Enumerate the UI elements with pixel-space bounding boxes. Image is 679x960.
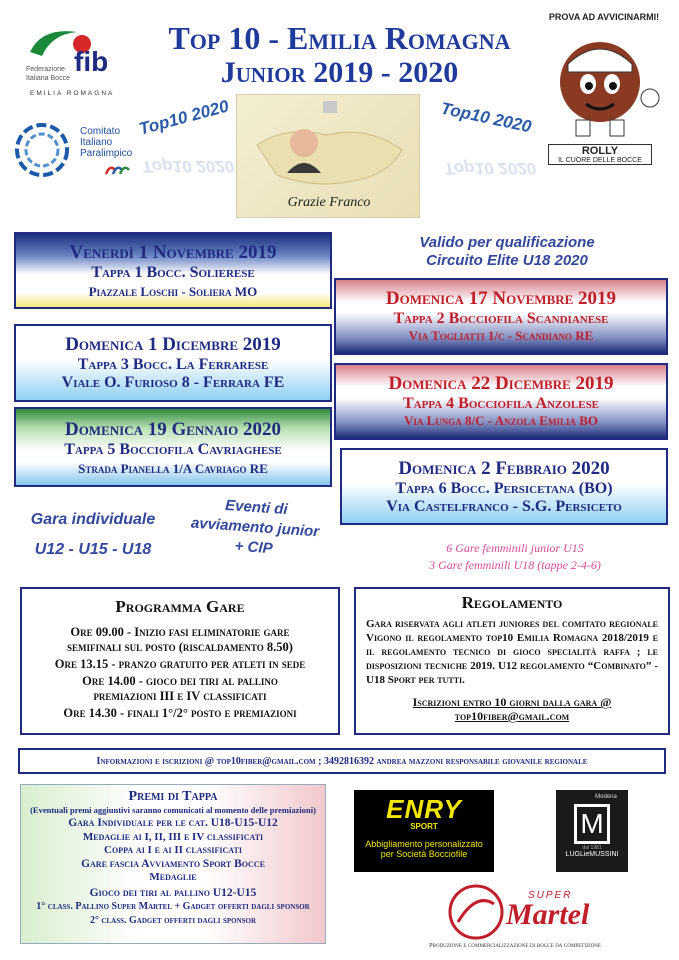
premi-line: Gare fascia Avviamento Sport Bocce <box>81 857 265 870</box>
cip-line1: Comitato <box>80 126 121 137</box>
fib-line1: Federazione <box>26 66 65 73</box>
martel-tagline: Produzione e commercializzazione di bocce da competizione <box>429 942 601 949</box>
femminili-line1: 6 Gare femminili junior U15 <box>446 541 584 555</box>
qualification-note <box>352 234 662 270</box>
title-line2: Junior 2019 - 2020 <box>220 56 459 89</box>
martel-ball-icon <box>446 882 506 942</box>
top10-left: Top10 2020 <box>136 96 231 139</box>
programma-title: Programma Gare <box>115 597 245 616</box>
eventi-avviamento-note <box>168 492 342 564</box>
femminili-line2: 3 Gare femminili U18 (tappe 2-4-6) <box>429 558 601 572</box>
tribute-caption: Grazie Franco <box>287 195 371 210</box>
qualification-line1: Valido per qualificazione <box>419 234 595 251</box>
luglie-top: Modena <box>595 794 617 800</box>
event-date: Domenica 17 Novembre 2019 <box>385 288 617 309</box>
gare-femminili-note <box>380 540 650 574</box>
top10-right: Top10 2020 <box>439 98 534 137</box>
event-address: Via Togliatti 1/c - Scandiano RE <box>408 328 594 343</box>
iscrizioni-email[interactable]: top10fiber@gmail.com <box>454 709 570 723</box>
premi-line: Coppa ai I e ai II classificati <box>104 844 242 856</box>
luglie-year: dal 1981 <box>582 845 602 851</box>
event-tappa-1 <box>14 232 332 309</box>
info-bar-text: Informazioni e iscrizioni @ top10fiber@gmail.com ; 3492816392 andrea mazzoni responsabile giovanile regionale <box>96 755 588 767</box>
qualification-line2: Circuito Elite U18 2020 <box>426 252 588 269</box>
iscrizioni-line1: Iscrizioni entro 10 giorni dalla gara @ <box>412 695 612 709</box>
event-date: Venerdì 1 Novembre 2019 <box>69 242 277 263</box>
enry-line1: Abbigliamento personalizzato <box>365 839 483 849</box>
eventi-line1: Eventi di <box>224 496 289 519</box>
martel-super: SUPER <box>528 890 573 901</box>
enry-line2: per Società Bocciofile <box>380 849 468 859</box>
top10-right-reflection: Top10 2020 <box>444 159 536 178</box>
regolamento-text: Gara riservata agli atleti juniores del comitato regionale Vigono il regolamento top10 Emilia Romagna 2018/2019 e il regolamento tecnico di gioco specialità raffa ; le disposizioni tecniche 2019. U12 regolamento “Combinato” - U18 Sport per tutti. <box>366 618 658 686</box>
event-stage: Tappa 1 Bocc. Solierese <box>91 264 255 281</box>
event-stage: Tappa 3 Bocc. La Ferrarese <box>77 356 269 373</box>
event-stage: Tappa 2 Bocciofila Scandianese <box>393 310 609 327</box>
programma-line: Ore 14.00 - gioco dei tiri al pallino <box>82 674 278 688</box>
programma-line: Ore 13.15 - pranzo gratuito per atleti in sede <box>54 657 306 671</box>
cip-line2: Italiano <box>80 137 113 148</box>
luglie-name: LUGLieMUSSINI <box>565 851 619 858</box>
event-stage: Tappa 5 Bocciofila Cavriaghese <box>64 441 282 458</box>
fib-line2: Italiana Bocce <box>26 75 70 82</box>
event-date: Domenica 19 Gennaio 2020 <box>64 419 282 440</box>
event-stage: Tappa 4 Bocciofila Anzolese <box>402 395 600 412</box>
info-bar <box>18 748 666 774</box>
event-address: Viale O. Furioso 8 - Ferrara FE <box>61 374 285 391</box>
enry-logo-text: ENRY <box>386 794 462 824</box>
premi-line: Medaglie ai I, II, III e IV classificati <box>82 830 264 843</box>
event-address: Via Lunga 8/C - Anzola Emilia BO <box>403 413 599 428</box>
premi-title: Premi di Tappa <box>128 789 218 804</box>
rolly-mascot <box>540 12 668 182</box>
event-address: Via Castelfranco - S.G. Persiceto <box>386 498 622 515</box>
luglie-m-box <box>574 804 610 844</box>
premi-note: (Eventuali premi aggiuntivi saranno comunicati al momento delle premiazioni) <box>30 805 316 815</box>
agitos-icon <box>104 162 130 178</box>
gara-individuale-label: Gara individuale <box>30 511 156 528</box>
programma-gare-panel <box>20 587 340 735</box>
mascot-arc-text: PROVA AD AVVICINARMI! <box>548 12 660 22</box>
event-date: Domenica 1 Dicembre 2019 <box>65 334 281 355</box>
event-tappa-5 <box>14 407 332 487</box>
premi-line: Gioco dei tiri al pallino U12-U15 <box>89 886 257 899</box>
programma-line: premiazioni III e IV classificati <box>93 689 267 703</box>
event-date: Domenica 22 Dicembre 2019 <box>388 373 614 394</box>
event-address: Piazzale Loschi - Soliera MO <box>88 284 258 299</box>
mascot-ball-icon <box>540 24 668 144</box>
event-tappa-4 <box>334 363 668 440</box>
luglie-letter: M <box>580 808 604 839</box>
event-tappa-2 <box>334 278 668 355</box>
mascot-tagline: IL CUORE DELLE BOCCE <box>558 157 642 164</box>
event-stage: Tappa 6 Bocc. Persicetana (BO) <box>395 480 613 497</box>
super-martel-logo <box>418 880 612 952</box>
tribute-image <box>236 94 420 218</box>
top10-left-reflection: Top10 2020 <box>142 157 234 176</box>
premi-line: 1° class. Pallino Super Martel + Gadget offerti dagli sponsor <box>36 901 310 912</box>
programma-line: Ore 14.30 - finali 1°/2° posto e premiazioni <box>63 706 297 720</box>
title-line1: Top 10 - Emilia Romagna <box>168 20 511 56</box>
premi-di-tappa-panel <box>20 784 326 944</box>
event-tappa-6 <box>340 448 668 525</box>
enry-sub-text: SPORT <box>410 822 438 831</box>
martel-name: Martel <box>506 898 590 931</box>
fib-region: EMILIA ROMAGNA <box>30 90 115 97</box>
premi-line: Gara Individuale per le cat. U18-U15-U12 <box>68 817 278 829</box>
luglie-mussini-logo <box>556 790 628 872</box>
premi-line: 2° class. Gadget offerti dagli sponsor <box>89 914 257 926</box>
mascot-name: ROLLY <box>581 145 619 157</box>
categorie-label: U12 - U15 - U18 <box>34 541 152 558</box>
fib-letters: fib <box>74 46 109 77</box>
cip-line3: Paralimpico <box>80 148 133 159</box>
event-date: Domenica 2 Febbraio 2020 <box>398 458 610 479</box>
programma-line: Ore 09.00 - Inizio fasi eliminatorie gare <box>70 625 290 639</box>
cip-logo <box>14 120 144 182</box>
eventi-line2: avviamento junior <box>190 514 320 541</box>
regolamento-panel <box>354 587 670 735</box>
premi-line: Medaglie <box>149 871 197 883</box>
event-tappa-3 <box>14 324 332 402</box>
gara-individuale-note <box>18 508 168 562</box>
enry-sponsor-logo <box>354 790 494 872</box>
regolamento-title: Regolamento <box>461 593 563 612</box>
cip-logo-graphic <box>14 122 70 178</box>
eventi-line3: + CIP <box>234 537 274 558</box>
event-address: Strada Pianella 1/A Cavriago RE <box>78 461 268 476</box>
programma-line: semifinali sul posto (riscaldamento 8.50) <box>67 640 293 654</box>
